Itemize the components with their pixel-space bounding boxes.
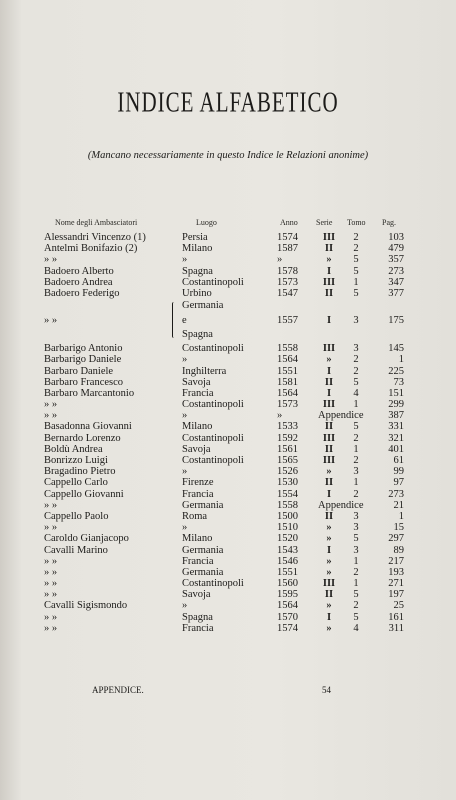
ambassador-name: Bernardo Lorenzo (44, 432, 121, 444)
year-cell: 1554 (277, 488, 298, 500)
place-cell: Germania (182, 499, 224, 511)
ambassador-name: » » (44, 522, 58, 534)
place-cell: Urbino (182, 287, 212, 299)
page-cell: 1 (398, 510, 404, 522)
table-row (0, 477, 456, 488)
serie-cell: » (326, 555, 332, 567)
footer-appendice: APPENDICE. (92, 685, 144, 695)
table-row (0, 545, 456, 556)
table-row (0, 578, 456, 589)
tomo-cell: 2 (353, 243, 359, 255)
ambassador-name: Bonrizzo Luigi (44, 455, 108, 466)
place-cell: Savoja (182, 443, 211, 455)
place-cell: Costantinopoli (182, 343, 244, 355)
serie-cell: » (326, 254, 332, 266)
table-row (0, 600, 456, 611)
table-row (0, 343, 456, 354)
year-cell: 1546 (277, 555, 298, 567)
tomo-cell: 2 (353, 488, 359, 500)
serie-cell: II (324, 589, 334, 601)
page-cell: 387 (388, 410, 404, 422)
serie-cell: III (322, 578, 336, 590)
table-row (0, 377, 456, 388)
place-cell: Savoja (182, 376, 211, 388)
ambassador-name: Boldù Andrea (44, 443, 103, 455)
page-cell: 273 (388, 488, 404, 500)
place-cell: » (182, 600, 188, 612)
ambassador-name: Cavalli Marino (44, 544, 108, 556)
year-cell: 1558 (277, 343, 298, 355)
year-cell: 1564 (277, 600, 298, 612)
header-anno: Anno (280, 218, 298, 227)
year-cell: 1573 (277, 399, 298, 411)
ambassador-name: Cappello Giovanni (44, 488, 124, 500)
table-row (0, 433, 456, 444)
tomo-cell: 5 (353, 589, 359, 601)
page-cell: 401 (388, 443, 404, 455)
serie-cell: » (326, 466, 332, 478)
year-cell: 1551 (277, 566, 298, 578)
ambassador-name: Barbaro Daniele (44, 365, 114, 377)
table-row (0, 567, 456, 578)
tomo-cell: 5 (353, 265, 359, 277)
page-cell: 311 (388, 622, 404, 634)
tomo-cell: 1 (353, 555, 359, 567)
tomo-cell: 2 (353, 354, 359, 366)
appendice-cell: Appendice (318, 410, 364, 422)
tomo-cell: 4 (353, 387, 359, 399)
page-cell: 479 (388, 243, 404, 255)
table-row (0, 366, 456, 377)
year-cell: 1587 (277, 243, 298, 255)
place-cell: » (182, 410, 188, 422)
serie-cell: I (326, 265, 332, 277)
place-cell: Savoja (182, 589, 211, 601)
page-cell: 21 (393, 499, 404, 511)
page-cell: 357 (388, 254, 404, 266)
place-cell: Germania (182, 566, 224, 578)
ambassador-name: Bragadino Pietro (44, 466, 116, 478)
serie-cell: II (324, 243, 334, 255)
year-cell: 1557 (277, 315, 298, 327)
place-cell: » (182, 354, 188, 366)
place-cell: Costantinopoli (182, 399, 244, 411)
place-cell: Persia (182, 232, 208, 243)
serie-cell: III (322, 343, 336, 355)
serie-cell: I (326, 544, 332, 556)
ambassador-name: Badoero Federigo (44, 287, 120, 299)
table-row (0, 533, 456, 544)
table-row (0, 232, 456, 243)
place-cell: Milano (182, 421, 213, 433)
place-cell: Milano (182, 243, 213, 255)
table-row (0, 455, 456, 466)
ambassador-name: » » (44, 254, 58, 266)
year-cell: 1570 (277, 611, 298, 623)
year-cell: 1564 (277, 387, 298, 399)
ambassador-name: Barbarigo Daniele (44, 354, 122, 366)
serie-cell: I (326, 365, 332, 377)
header-name: Nome degli Ambasciatori (55, 218, 138, 227)
table-row (0, 243, 456, 254)
tomo-cell: 5 (353, 376, 359, 388)
tomo-cell: 3 (353, 522, 359, 534)
page-cell: 377 (388, 287, 404, 299)
table-row (0, 489, 456, 500)
serie-cell: » (326, 354, 332, 366)
tomo-cell: 2 (353, 566, 359, 578)
header-tomo: Tomo (347, 218, 366, 227)
ambassador-name: » » (44, 499, 58, 511)
table-row (0, 623, 456, 634)
tomo-cell: 5 (353, 611, 359, 623)
page-cell: 193 (388, 566, 404, 578)
header-pag: Pag. (382, 218, 396, 227)
place-cell: » (182, 522, 188, 534)
serie-cell: I (326, 315, 332, 327)
ambassador-name: Caroldo Gianjacopo (44, 533, 129, 545)
page-cell: 89 (393, 544, 404, 556)
year-cell: 1565 (277, 455, 298, 466)
year-cell: 1533 (277, 421, 298, 433)
year-cell: 1500 (277, 510, 298, 522)
ambassador-name: » » (44, 399, 58, 411)
serie-cell: » (326, 622, 332, 634)
year-cell: 1574 (277, 232, 298, 243)
table-row (0, 511, 456, 522)
serie-cell: II (324, 421, 334, 433)
place-cell: Germania e Spagna (182, 300, 224, 341)
year-cell: 1530 (277, 477, 298, 489)
place-cell: Spagna (182, 265, 213, 277)
tomo-cell: 3 (353, 343, 359, 355)
tomo-cell: 2 (353, 232, 359, 243)
table-row (0, 500, 456, 511)
page-cell: 197 (388, 589, 404, 601)
year-cell: 1551 (277, 365, 298, 377)
serie-cell: » (326, 522, 332, 534)
year-cell: 1595 (277, 589, 298, 601)
ambassador-name: » » (44, 566, 58, 578)
year-cell: » (277, 254, 283, 266)
brace-mark (172, 302, 177, 338)
page-number: 54 (322, 685, 331, 695)
tomo-cell: 1 (353, 399, 359, 411)
ambassador-name: » » (44, 315, 58, 327)
tomo-cell: 5 (353, 254, 359, 266)
ambassador-name: Barbaro Marcantonio (44, 387, 135, 399)
tomo-cell: 2 (353, 455, 359, 466)
tomo-cell: 3 (353, 315, 359, 327)
place-cell: Milano (182, 533, 213, 545)
year-cell: 1543 (277, 544, 298, 556)
table-row (0, 612, 456, 623)
year-cell: 1526 (277, 466, 298, 478)
tomo-cell: 3 (353, 544, 359, 556)
table-row (0, 354, 456, 365)
place-cell: Spagna (182, 611, 213, 623)
page-subtitle: (Mancano necessariamente in questo Indice le Relazioni anonime) (87, 150, 369, 161)
ambassador-name: » » (44, 611, 58, 623)
ambassador-name: Barbaro Francesco (44, 376, 124, 388)
year-cell: 1510 (277, 522, 298, 534)
appendice-cell: Appendice (318, 499, 364, 511)
year-cell: 1520 (277, 533, 298, 545)
page-cell: 151 (388, 387, 404, 399)
page-cell: 61 (393, 455, 404, 466)
tomo-cell: 2 (353, 365, 359, 377)
year-cell: 1561 (277, 443, 298, 455)
table-row (0, 299, 456, 343)
header-serie: Serie (316, 218, 333, 227)
page-cell: 175 (388, 315, 404, 327)
page-cell: 321 (388, 432, 404, 444)
place-cell: Francia (182, 555, 214, 567)
ambassador-name: Badoero Alberto (44, 265, 114, 277)
ambassador-name: Antelmi Bonifazio (2) (44, 243, 138, 255)
year-cell: 1581 (277, 376, 298, 388)
year-cell: 1573 (277, 276, 298, 288)
place-cell: Inghilterra (182, 365, 227, 377)
tomo-cell: 1 (353, 443, 359, 455)
table-row (0, 254, 456, 265)
place-cell: Firenze (182, 477, 214, 489)
serie-cell: II (324, 287, 334, 299)
tomo-cell: 3 (353, 510, 359, 522)
place-cell: » (182, 466, 188, 478)
serie-cell: III (322, 432, 336, 444)
place-cell: Costantinopoli (182, 432, 244, 444)
table-row (0, 388, 456, 399)
serie-cell: III (322, 276, 336, 288)
tomo-cell: 2 (353, 432, 359, 444)
page-cell: 217 (388, 555, 404, 567)
ambassador-name: Cappello Carlo (44, 477, 108, 489)
ambassador-name: » » (44, 410, 58, 422)
tomo-cell: 1 (353, 276, 359, 288)
page-cell: 15 (393, 522, 404, 534)
table-row (0, 266, 456, 277)
table-row (0, 288, 456, 299)
place-cell: Roma (182, 510, 208, 522)
page-cell: 73 (393, 376, 404, 388)
page-cell: 225 (388, 365, 404, 377)
table-row (0, 421, 456, 432)
place-cell: Francia (182, 387, 214, 399)
table-row (0, 556, 456, 567)
tomo-cell: 5 (353, 533, 359, 545)
ambassador-name: Alessandri Vincenzo (1) (44, 232, 146, 243)
year-cell: 1578 (277, 265, 298, 277)
serie-cell: II (324, 510, 334, 522)
tomo-cell: 1 (353, 578, 359, 590)
header-place: Luogo (196, 218, 217, 227)
serie-cell: III (322, 232, 336, 243)
year-cell: 1560 (277, 578, 298, 590)
serie-cell: » (326, 566, 332, 578)
place-cell: Francia (182, 488, 214, 500)
page-cell: 145 (388, 343, 404, 355)
tomo-cell: 5 (353, 421, 359, 433)
page-cell: 1 (398, 354, 404, 366)
tomo-cell: 4 (353, 622, 359, 634)
table-row (0, 522, 456, 533)
ambassador-name: » » (44, 555, 58, 567)
serie-cell: I (326, 488, 332, 500)
serie-cell: II (324, 376, 334, 388)
place-cell: » (182, 254, 188, 266)
index-table (0, 232, 456, 634)
page-cell: 273 (388, 265, 404, 277)
year-cell: » (277, 410, 283, 422)
page-title: INDICE ALFABETICO (117, 86, 339, 119)
table-row (0, 410, 456, 421)
serie-cell: II (324, 477, 334, 489)
page-cell: 25 (393, 600, 404, 612)
ambassador-name: » » (44, 589, 58, 601)
ambassador-name: » » (44, 622, 58, 634)
tomo-cell: 3 (353, 466, 359, 478)
table-row (0, 466, 456, 477)
place-cell: Costantinopoli (182, 578, 244, 590)
serie-cell: » (326, 600, 332, 612)
ambassador-name: Badoero Andrea (44, 276, 113, 288)
page-cell: 161 (388, 611, 404, 623)
serie-cell: » (326, 533, 332, 545)
page-cell: 331 (388, 421, 404, 433)
table-row (0, 277, 456, 288)
serie-cell: III (322, 399, 336, 411)
tomo-cell: 5 (353, 287, 359, 299)
ambassador-name: » » (44, 578, 58, 590)
table-row (0, 589, 456, 600)
page-cell: 297 (388, 533, 404, 545)
serie-cell: I (326, 387, 332, 399)
year-cell: 1558 (277, 499, 298, 511)
year-cell: 1592 (277, 432, 298, 444)
ambassador-name: Cavalli Sigismondo (44, 600, 128, 612)
place-cell: Germania (182, 544, 224, 556)
tomo-cell: 2 (353, 600, 359, 612)
ambassador-name: Basadonna Giovanni (44, 421, 132, 433)
page-cell: 299 (388, 399, 404, 411)
place-cell: Francia (182, 622, 214, 634)
page-cell: 97 (393, 477, 404, 489)
page-cell: 103 (388, 232, 404, 243)
serie-cell: III (322, 455, 336, 466)
year-cell: 1547 (277, 287, 298, 299)
ambassador-name: Barbarigo Antonio (44, 343, 123, 355)
page-cell: 347 (388, 276, 404, 288)
place-cell: Costantinopoli (182, 455, 244, 466)
place-cell: Costantinopoli (182, 276, 244, 288)
year-cell: 1574 (277, 622, 298, 634)
page-cell: 271 (388, 578, 404, 590)
page-cell: 99 (393, 466, 404, 478)
tomo-cell: 1 (353, 477, 359, 489)
serie-cell: I (326, 611, 332, 623)
table-row (0, 399, 456, 410)
ambassador-name: Cappello Paolo (44, 510, 109, 522)
serie-cell: II (324, 443, 334, 455)
year-cell: 1564 (277, 354, 298, 366)
table-row (0, 444, 456, 455)
